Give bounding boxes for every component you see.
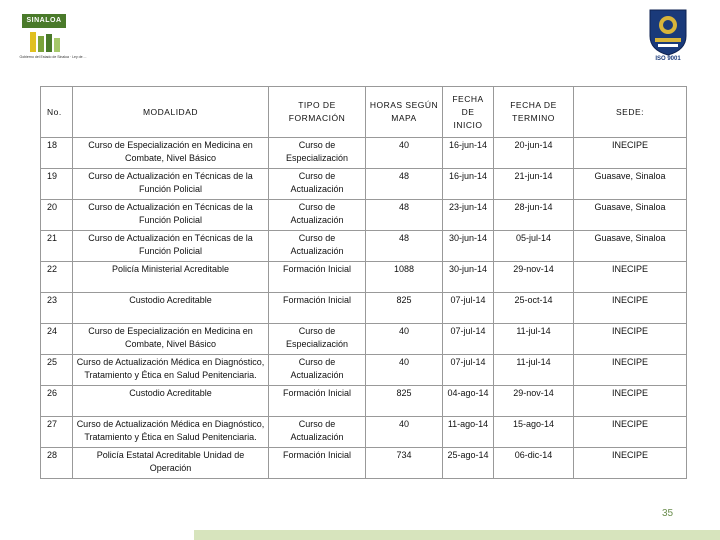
cell-modalidad: Curso de Especialización en Medicina en Combate, Nivel Básico: [73, 138, 269, 169]
cell-termino: 29-nov-14: [494, 262, 574, 293]
cell-tipo: Formación Inicial: [269, 448, 366, 479]
cell-no: 19: [41, 169, 73, 200]
sinaloa-logo: [18, 14, 88, 64]
table-row: [41, 293, 687, 324]
cell-horas: 40: [366, 324, 443, 355]
header-horas: HORAS SEGÚN MAPA: [366, 87, 443, 138]
institution-shield-logo: [646, 8, 690, 64]
cell-horas: 1088: [366, 262, 443, 293]
cell-modalidad: Policía Estatal Acreditable Unidad de Operación: [73, 448, 269, 479]
cell-no: 20: [41, 200, 73, 231]
cell-horas: 48: [366, 200, 443, 231]
table-row: [41, 138, 687, 169]
cell-inicio: 16-jun-14: [443, 138, 494, 169]
cell-termino: 05-jul-14: [494, 231, 574, 262]
cell-horas: 734: [366, 448, 443, 479]
cell-termino: 20-jun-14: [494, 138, 574, 169]
cell-sede: INECIPE: [574, 417, 687, 448]
cell-horas: 40: [366, 417, 443, 448]
cell-modalidad: Curso de Actualización en Técnicas de la Función Policial: [73, 169, 269, 200]
cell-termino: 06-dic-14: [494, 448, 574, 479]
cell-horas: 48: [366, 231, 443, 262]
cell-modalidad: Curso de Especialización en Medicina en Combate, Nivel Básico: [73, 324, 269, 355]
cell-sede: Guasave, Sinaloa: [574, 200, 687, 231]
iso-label: ISO 9001: [655, 56, 681, 62]
cell-horas: 825: [366, 386, 443, 417]
cell-sede: INECIPE: [574, 448, 687, 479]
header-modalidad: MODALIDAD: [73, 87, 269, 138]
table-header-row: [41, 87, 687, 138]
cell-termino: 11-jul-14: [494, 355, 574, 386]
cell-tipo: Curso de Actualización: [269, 169, 366, 200]
cell-termino: 25-oct-14: [494, 293, 574, 324]
cell-inicio: 16-jun-14: [443, 169, 494, 200]
table-row: [41, 417, 687, 448]
table-row: [41, 200, 687, 231]
cell-inicio: 07-jul-14: [443, 355, 494, 386]
table-row: [41, 262, 687, 293]
cell-sede: Guasave, Sinaloa: [574, 169, 687, 200]
cell-termino: 29-nov-14: [494, 386, 574, 417]
cell-horas: 40: [366, 355, 443, 386]
logo-caption: Gobierno del Estado de Sinaloa · Ley de ...: [19, 55, 87, 59]
table-row: [41, 386, 687, 417]
cell-horas: 48: [366, 169, 443, 200]
cell-no: 24: [41, 324, 73, 355]
cell-modalidad: Policía Ministerial Acreditable: [73, 262, 269, 293]
cell-sede: INECIPE: [574, 138, 687, 169]
cell-no: 22: [41, 262, 73, 293]
logo-brand-text: SINALOA: [22, 14, 66, 28]
cell-modalidad: Curso de Actualización Médica en Diagnóstico, Tratamiento y Ética en Salud Penitenciaria.: [73, 355, 269, 386]
cell-no: 28: [41, 448, 73, 479]
cell-termino: 21-jun-14: [494, 169, 574, 200]
cell-no: 18: [41, 138, 73, 169]
header-sede: SEDE:: [574, 87, 687, 138]
cell-inicio: 30-jun-14: [443, 231, 494, 262]
cell-modalidad: Curso de Actualización Médica en Diagnóstico, Tratamiento y Ética en Salud Penitenciaria.: [73, 417, 269, 448]
cell-sede: INECIPE: [574, 386, 687, 417]
cell-tipo: Curso de Actualización: [269, 417, 366, 448]
cell-tipo: Curso de Actualización: [269, 355, 366, 386]
cell-modalidad: Custodio Acreditable: [73, 293, 269, 324]
table-row: [41, 448, 687, 479]
header-fecha-termino: FECHA DE TERMINO: [494, 87, 574, 138]
cell-no: 27: [41, 417, 73, 448]
cell-no: 21: [41, 231, 73, 262]
cell-termino: 11-jul-14: [494, 324, 574, 355]
cell-no: 26: [41, 386, 73, 417]
cell-tipo: Formación Inicial: [269, 293, 366, 324]
cell-sede: Guasave, Sinaloa: [574, 231, 687, 262]
cell-termino: 15-ago-14: [494, 417, 574, 448]
cell-tipo: Formación Inicial: [269, 262, 366, 293]
table-row: [41, 169, 687, 200]
cell-inicio: 30-jun-14: [443, 262, 494, 293]
cell-tipo: Curso de Especialización: [269, 138, 366, 169]
cell-horas: 40: [366, 138, 443, 169]
cell-sede: INECIPE: [574, 293, 687, 324]
table-row: [41, 231, 687, 262]
courses-table: [40, 86, 687, 479]
cell-inicio: 25-ago-14: [443, 448, 494, 479]
cell-modalidad: Curso de Actualización en Técnicas de la Función Policial: [73, 200, 269, 231]
cell-inicio: 23-jun-14: [443, 200, 494, 231]
cell-inicio: 07-jul-14: [443, 293, 494, 324]
page-number: 35: [662, 508, 674, 519]
header-fecha-inicio: FECHA DE INICIO: [443, 87, 494, 138]
header-no: No.: [41, 87, 73, 138]
cell-inicio: 07-jul-14: [443, 324, 494, 355]
cell-sede: INECIPE: [574, 262, 687, 293]
cell-sede: INECIPE: [574, 355, 687, 386]
table-row: [41, 355, 687, 386]
cell-tipo: Curso de Actualización: [269, 200, 366, 231]
cell-inicio: 11-ago-14: [443, 417, 494, 448]
cell-tipo: Formación Inicial: [269, 386, 366, 417]
cell-modalidad: Custodio Acreditable: [73, 386, 269, 417]
sinaloa-emblem-icon: [28, 30, 68, 54]
header-tipo-formacion: TIPO DE FORMACIÓN: [269, 87, 366, 138]
cell-termino: 28-jun-14: [494, 200, 574, 231]
shield-icon: [646, 8, 690, 56]
cell-no: 25: [41, 355, 73, 386]
cell-sede: INECIPE: [574, 324, 687, 355]
cell-modalidad: Curso de Actualización en Técnicas de la Función Policial: [73, 231, 269, 262]
cell-inicio: 04-ago-14: [443, 386, 494, 417]
footer-accent-bar: [194, 530, 720, 540]
table-row: [41, 324, 687, 355]
cell-horas: 825: [366, 293, 443, 324]
cell-no: 23: [41, 293, 73, 324]
cell-tipo: Curso de Especialización: [269, 324, 366, 355]
cell-tipo: Curso de Actualización: [269, 231, 366, 262]
